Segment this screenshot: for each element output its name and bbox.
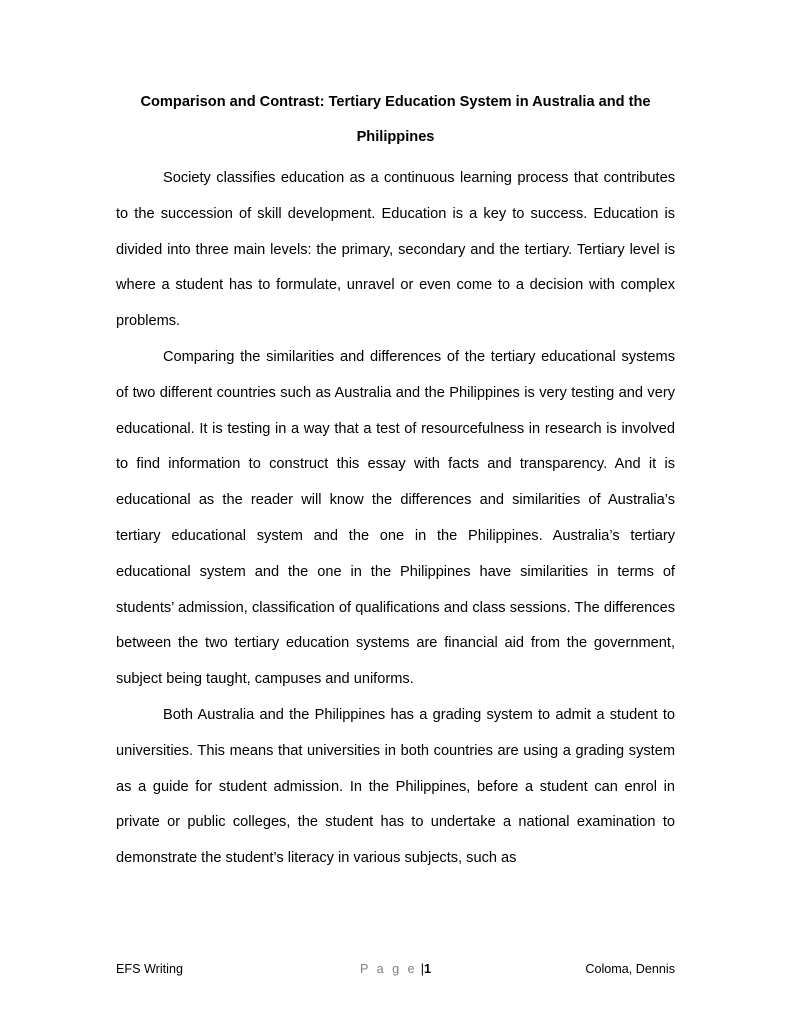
footer-author-name: Coloma, Dennis: [585, 962, 675, 976]
document-body: [116, 161, 675, 877]
body-paragraph-1: Society classifies education as a continuous learning process that contributes to the succession of skill development. Education is a key to success. Education is divided into three main levels: the primary, secondary and the tertiary. Tertiary level is where a student has to formulate, unravel or even come to a decision with complex problems.: [116, 170, 675, 330]
footer-course-name: EFS Writing: [116, 962, 183, 976]
footer-page-separator: |: [420, 962, 424, 976]
document-title-line-2: Philippines: [356, 129, 435, 145]
page-footer: [116, 959, 675, 979]
footer-page-label: P a g e: [360, 962, 418, 976]
body-paragraph-2: Comparing the similarities and differences of the tertiary educational systems of two different countries such as Australia and the Philippines is very testing and very educational. It is testing in a way that a test of resourcefulness in research is involved to find information to construct this essay with facts and transparency. And it is educational as the reader will know the differences and similarities of Australia’s tertiary educational system and the one in the Philippines. Australia’s tertiary educational system and the one in the Philippines have similarities in terms of students’ admission, classification of qualifications and class sessions. The differences between the two tertiary education systems are financial aid from the government, subject being taught, campuses and uniforms.: [116, 348, 675, 688]
body-paragraph-3: Both Australia and the Philippines has a grading system to admit a student to universities. This means that universities in both countries are using a grading system as a guide for student admission. In the Philippines, before a student can enrol in private or public colleges, the student has to undertake a national examination to demonstrate the student’s literacy in various subjects, such as: [116, 706, 675, 867]
footer-page-number: 1: [423, 962, 431, 976]
document-title-line-1: Comparison and Contrast: Tertiary Education System in Australia and the: [140, 94, 651, 110]
